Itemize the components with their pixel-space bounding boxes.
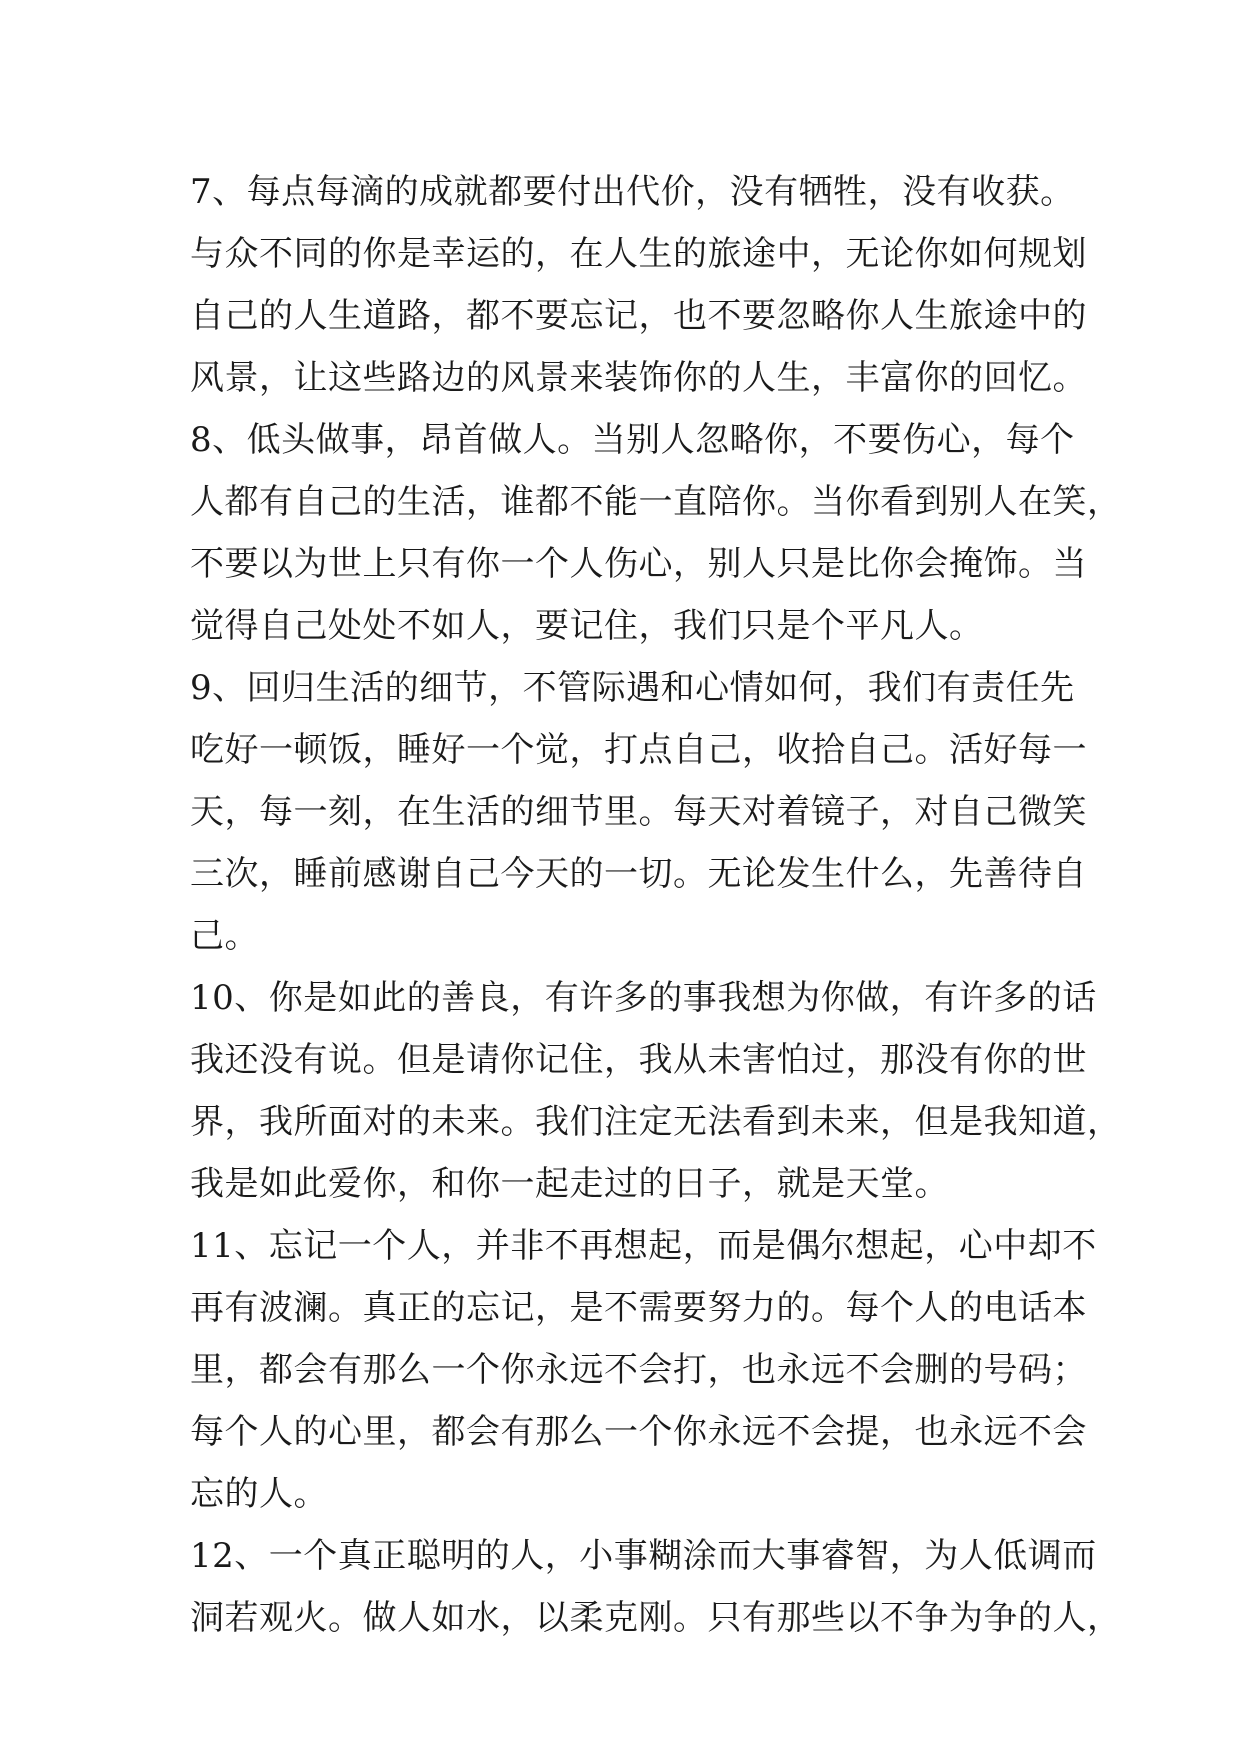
text-line: 9、回归生活的细节，不管际遇和心情如何，我们有责任先 <box>190 668 1075 708</box>
text-line: 自己的人生道路，都不要忘记，也不要忽略你人生旅途中的 <box>190 296 1087 336</box>
text-line: 不要以为世上只有你一个人伤心，别人只是比你会掩饰。当 <box>190 544 1087 584</box>
text-line: 界，我所面对的未来。我们注定无法看到未来，但是我知道， <box>190 1102 1122 1142</box>
text-line: 风景，让这些路边的风景来装饰你的人生，丰富你的回忆。 <box>190 358 1087 398</box>
text-line: 我还没有说。但是请你记住，我从未害怕过，那没有你的世 <box>190 1040 1087 1080</box>
text-line: 8、低头做事，昂首做人。当别人忽略你，不要伤心，每个 <box>190 420 1075 460</box>
text-line: 11、忘记一个人，并非不再想起，而是偶尔想起，心中却不 <box>190 1226 1097 1266</box>
text-line: 10、你是如此的善良，有许多的事我想为你做，有许多的话 <box>190 978 1097 1018</box>
text-line: 我是如此爱你，和你一起走过的日子，就是天堂。 <box>190 1164 949 1204</box>
text-line: 里，都会有那么一个你永远不会打，也永远不会删的号码； <box>190 1350 1087 1390</box>
text-line: 每个人的心里，都会有那么一个你永远不会提，也永远不会 <box>190 1412 1087 1452</box>
text-line: 三次，睡前感谢自己今天的一切。无论发生什么，先善待自 <box>190 854 1087 894</box>
text-line: 12、一个真正聪明的人，小事糊涂而大事睿智，为人低调而 <box>190 1536 1097 1576</box>
text-line: 再有波澜。真正的忘记，是不需要努力的。每个人的电话本 <box>190 1288 1087 1328</box>
document-body <box>190 161 1122 1649</box>
text-line: 洞若观火。做人如水，以柔克刚。只有那些以不争为争的人， <box>190 1598 1122 1638</box>
text-line: 与众不同的你是幸运的，在人生的旅途中，无论你如何规划 <box>190 234 1087 274</box>
text-line: 己。 <box>190 916 259 956</box>
text-line: 觉得自己处处不如人，要记住，我们只是个平凡人。 <box>190 606 984 646</box>
text-line: 忘的人。 <box>190 1474 328 1514</box>
text-line: 天，每一刻，在生活的细节里。每天对着镜子，对自己微笑 <box>190 792 1087 832</box>
text-line: 7、每点每滴的成就都要付出代价，没有牺牲，没有收获。 <box>190 172 1075 212</box>
text-line: 人都有自己的生活，谁都不能一直陪你。当你看到别人在笑， <box>190 482 1122 522</box>
text-line: 吃好一顿饭，睡好一个觉，打点自己，收拾自己。活好每一 <box>190 730 1087 770</box>
